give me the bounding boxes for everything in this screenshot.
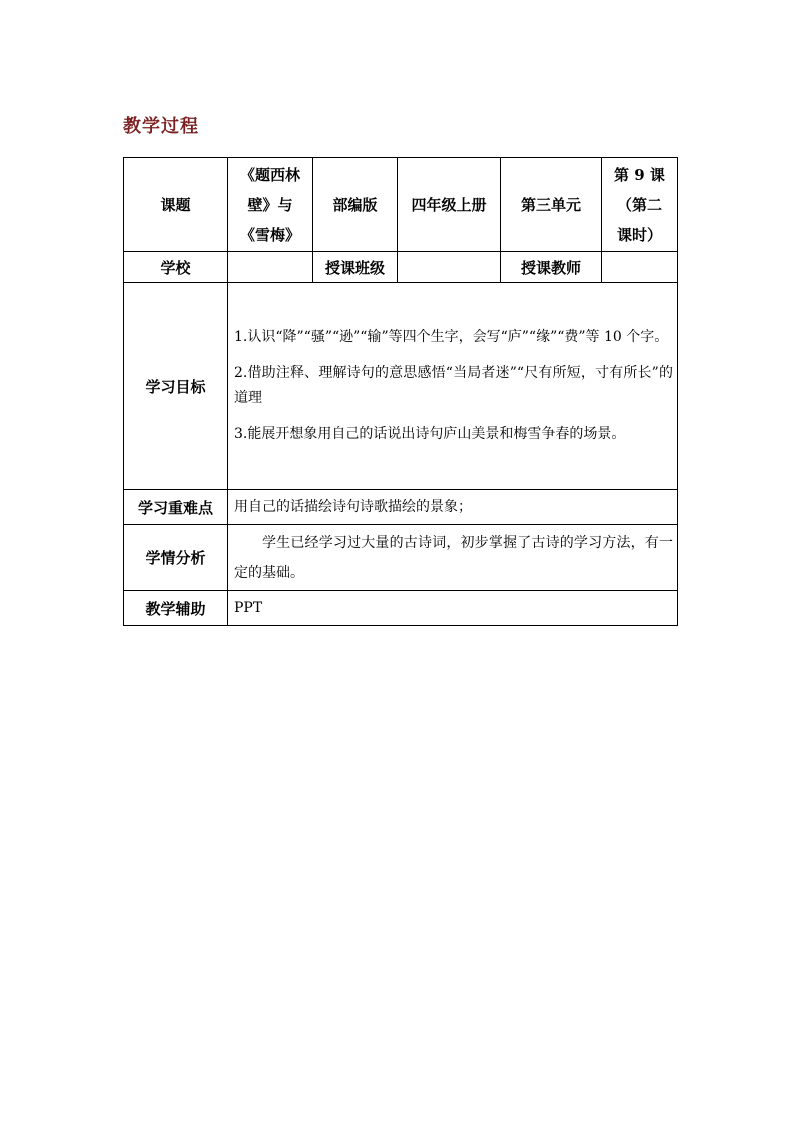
school-value [228, 252, 313, 283]
analysis-value: 学生已经学习过大量的古诗词，初步掌握了古诗的学习方法，有一定的基础。 [228, 525, 678, 591]
aids-value: PPT [228, 591, 678, 626]
class-label: 授课班级 [313, 252, 398, 283]
table-row-school [124, 252, 678, 283]
school-label: 学校 [124, 252, 228, 283]
objective-item: 1.认识“降”“骚”“逊”“输”等四个生字，会写“庐”“缘”“费”等 10 个字。 [234, 329, 669, 345]
objective-item: 3.能展开想象用自己的话说出诗句庐山美景和梅雪争春的场景。 [234, 426, 626, 442]
class-value [398, 252, 501, 283]
lesson-number-line: （第二 [616, 195, 662, 214]
lesson-number-cell [602, 158, 678, 252]
lesson-title-line: 壁》与 [247, 195, 293, 214]
key-points-label: 学习重难点 [124, 490, 228, 525]
objectives-label: 学习目标 [124, 283, 228, 490]
grade-cell: 四年级上册 [398, 158, 501, 252]
page-title: 教学过程 [123, 116, 199, 137]
objective-item: 2.借助注释、理解诗句的意思感悟“当局者迷”“尺有所短，寸有所长”的道理 [234, 365, 673, 406]
table-row-lesson-header [124, 158, 678, 252]
lesson-number-line: 第 9 课 [614, 165, 665, 184]
lesson-title-cell [228, 158, 313, 252]
aids-label: 教学辅助 [124, 591, 228, 626]
unit-cell: 第三单元 [501, 158, 602, 252]
analysis-label: 学情分析 [124, 525, 228, 591]
lesson-label: 课题 [124, 158, 228, 252]
key-points-value: 用自己的话描绘诗句诗歌描绘的景象； [228, 490, 678, 525]
teacher-label: 授课教师 [501, 252, 602, 283]
table-row-objectives [124, 283, 678, 490]
edition-cell: 部编版 [313, 158, 398, 252]
lesson-plan-table [123, 157, 678, 626]
lesson-number-line: 课时） [616, 225, 662, 244]
teacher-value [602, 252, 678, 283]
lesson-title-line: 《题西林 [239, 165, 300, 184]
table-row-key-points [124, 490, 678, 525]
table-row-aids [124, 591, 678, 626]
objectives-content [228, 283, 678, 490]
table-row-analysis [124, 525, 678, 591]
lesson-title-line: 《雪梅》 [239, 225, 300, 244]
